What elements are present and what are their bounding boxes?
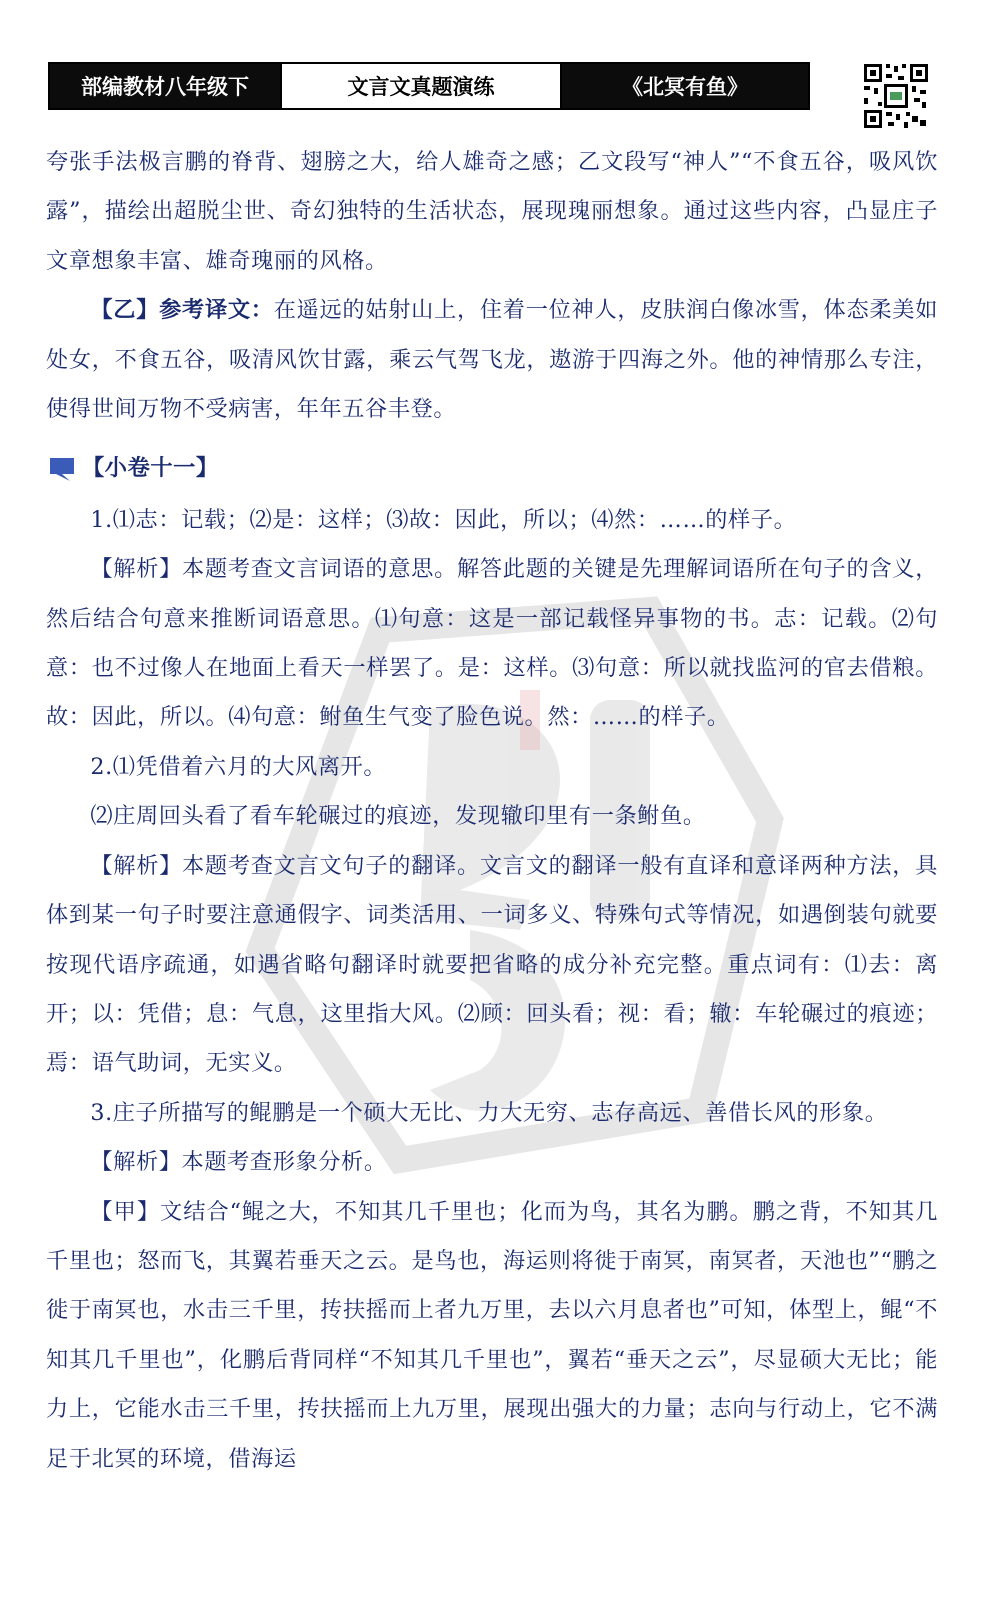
header-section-label: 文言文真题演练 [280, 64, 562, 108]
translation-text: 在遥远的姑射山上，住着一位神人，皮肤润白像冰雪，体态柔美如处女，不食五谷，吸清风饮甘露，乘云气驾飞龙，遨游于四海之外。他的神情那么专注，使得世间万物不受病害，年年五谷丰登。 [46, 297, 938, 423]
answer-1: 1.⑴志：记载；⑵是：这样；⑶故：因此，所以；⑷然：……的样子。 [90, 506, 797, 533]
answer-content [46, 138, 938, 1484]
section-heading [46, 444, 938, 493]
answer-2-part-2: ⑵庄周回头看了看车轮碾过的痕迹，发现辙印里有一条鲋鱼。 [90, 803, 706, 830]
paragraph-yi-translation [46, 286, 938, 434]
header-textbook-label: 部编教材八年级下 [50, 64, 280, 108]
header-lesson-title: 《北冥有鱼》 [562, 64, 808, 108]
answer-3-jia-detail: 【甲】文结合“鲲之大，不知其几千里也；化而为鸟，其名为鹏。鹏之背，不知其几千里也；怒而飞，其翼若垂天之云。是鸟也，海运则将徙于南冥，南冥者，天池也”“鹏之徙于南冥也，水击三千里，抟扶摇而上者九万里，去以六月息者也”可知，体型上，鲲“不知其几千里也”，化鹏后背同样“不知其几千里也”，翼若“垂天之云”，尽显硕大无比；能力上，它能水击三千里，抟扶摇而上九万里，展现出强大的力量；志向与行动上，它不满足于北冥的环境，借海运 [46, 1198, 938, 1472]
answer-3-analysis: 【解析】本题考查形象分析。 [90, 1149, 387, 1176]
speech-bubble-icon [48, 456, 76, 482]
answer-2-analysis: 【解析】本题考查文言文句子的翻译。文言文的翻译一般有直译和意译两种方法，具体到某一句子时要注意通假字、词类活用、一词多义、特殊句式等情况，如遇倒装句就要按现代语序疏通，如遇省略句翻译时就要把省略的成分补充完整。重点词有：⑴去：离开；以：凭借；息：气息，这里指大风。⑵顾：回头看；视：看；辙：车轮碾过的痕迹；焉：语气助词，无实义。 [46, 852, 938, 1077]
page-header [48, 62, 810, 110]
paragraph-jia-analysis: 夸张手法极言鹏的脊背、翅膀之大，给人雄奇之感；乙文段写“神人”“不食五谷，吸风饮露”，描绘出超脱尘世、奇幻独特的生活状态，展现瑰丽想象。通过这些内容，凸显庄子文章想象丰富、雄奇瑰丽的风格。 [46, 149, 938, 274]
translation-label: 【乙】参考译文： [90, 297, 274, 324]
answer-2-part-1: 2.⑴凭借着六月的大风离开。 [90, 753, 387, 780]
answer-3: 3.庄子所描写的鲲鹏是一个硕大无比、力大无穷、志存高远、善借长风的形象。 [90, 1099, 888, 1126]
section-title: 【小卷十一】 [82, 455, 219, 482]
answer-1-analysis: 【解析】本题考查文言词语的意思。解答此题的关键是先理解词语所在句子的含义，然后结合句意来推断词语意思。⑴句意：这是一部记载怪异事物的书。志：记载。⑵句意：也不过像人在地面上看天一样罢了。是：这样。⑶句意：所以就找监河的官去借粮。故：因此，所以。⑷句意：鲋鱼生气变了脸色说。然：……的样子。 [46, 556, 938, 731]
qr-code-icon [862, 62, 930, 130]
